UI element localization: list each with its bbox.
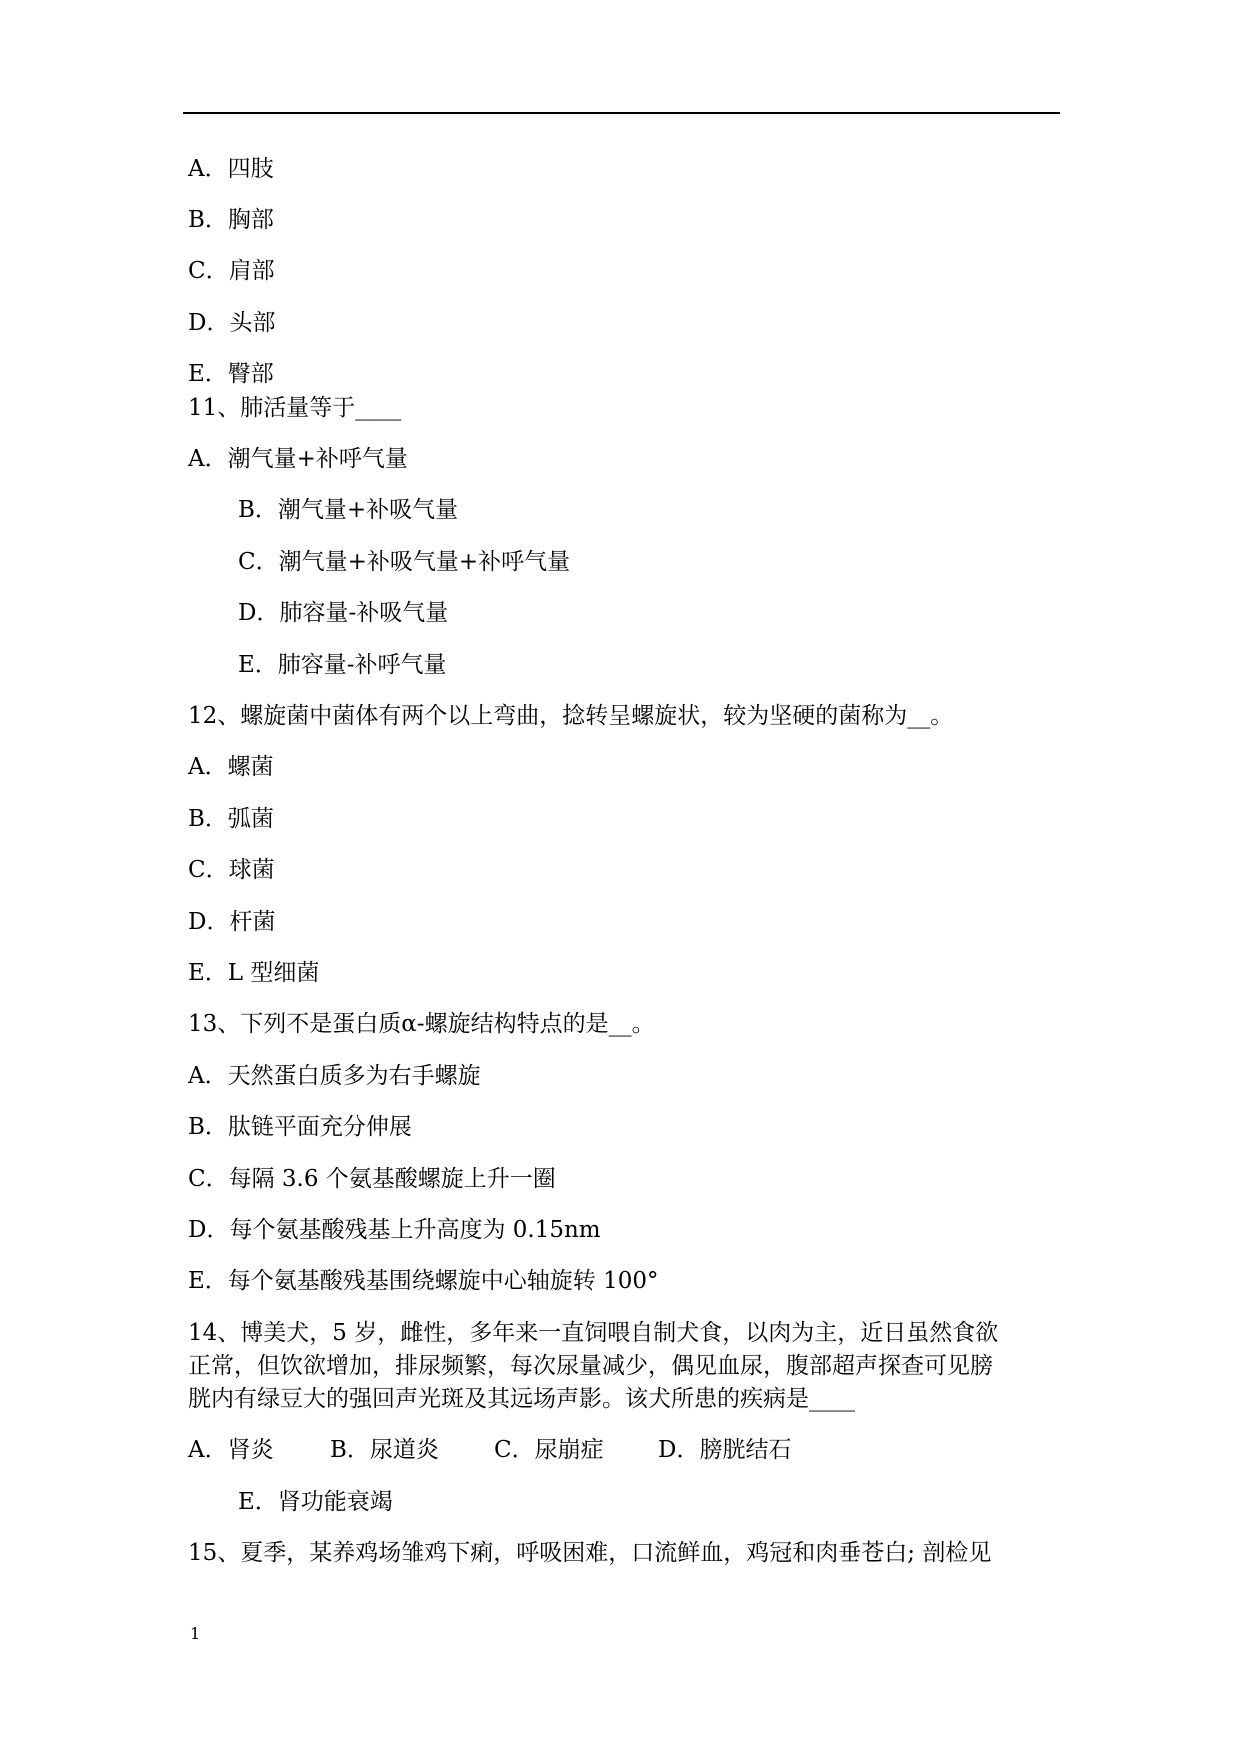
q12-option-d: D．杆菌 — [188, 909, 276, 935]
q14-option-d: D．膀胱结石 — [658, 1437, 792, 1463]
q13-option-a: A．天然蛋白质多为右手螺旋 — [188, 1063, 481, 1089]
q14-option-b: B．尿道炎 — [330, 1437, 439, 1463]
q14-stem-line-1: 14、博美犬，5 岁，雌性，多年来一直饲喂自制犬食，以肉为主，近日虽然食欲 — [188, 1320, 999, 1346]
q10-option-e: E．臀部 — [188, 361, 274, 387]
page-number: 1 — [190, 1624, 201, 1643]
q14-option-c: C．尿崩症 — [494, 1437, 604, 1463]
q12-option-a: A．螺菌 — [188, 754, 274, 780]
q13-option-c: C．每隔 3.6 个氨基酸螺旋上升一圈 — [188, 1166, 556, 1192]
q11-option-b: B．潮气量+补吸气量 — [238, 497, 459, 523]
q12-option-c: C．球菌 — [188, 857, 275, 883]
q14-stem-line-2: 正常，但饮欲增加，排尿频繁，每次尿量减少，偶见血尿，腹部超声探查可见膀 — [188, 1353, 993, 1379]
q10-option-b: B．胸部 — [188, 207, 274, 233]
q11-option-c: C．潮气量+补吸气量+补呼气量 — [238, 549, 571, 575]
q12-stem: 12、螺旋菌中菌体有两个以上弯曲，捻转呈螺旋状，较为坚硬的菌称为__。 — [188, 703, 954, 729]
q10-option-d: D．头部 — [188, 310, 276, 336]
q13-option-e: E．每个氨基酸残基围绕螺旋中心轴旋转 100° — [188, 1268, 659, 1294]
q14-stem-line-3: 胱内有绿豆大的强回声光斑及其远场声影。该犬所患的疾病是____ — [188, 1386, 855, 1412]
q14-option-a: A．肾炎 — [188, 1437, 274, 1463]
q10-option-c: C．肩部 — [188, 258, 275, 284]
q10-option-a: A．四肢 — [188, 156, 274, 182]
header-rule — [183, 112, 1060, 114]
q12-option-b: B．弧菌 — [188, 806, 274, 832]
q13-option-d: D．每个氨基酸残基上升高度为 0.15nm — [188, 1217, 601, 1243]
q11-option-a: A．潮气量+补呼气量 — [188, 446, 408, 472]
q13-stem: 13、下列不是蛋白质α-螺旋结构特点的是__。 — [188, 1011, 655, 1037]
q11-option-d: D．肺容量-补吸气量 — [238, 600, 449, 626]
q11-stem: 11、肺活量等于____ — [188, 395, 402, 421]
q11-option-e: E．肺容量-补呼气量 — [238, 652, 447, 678]
q12-option-e: E．L 型细菌 — [188, 960, 320, 986]
q14-option-e: E．肾功能衰竭 — [238, 1489, 393, 1515]
q15-stem: 15、夏季，某养鸡场雏鸡下痢，呼吸困难，口流鲜血，鸡冠和肉垂苍白; 剖检见 — [188, 1540, 992, 1566]
q13-option-b: B．肽链平面充分伸展 — [188, 1114, 412, 1140]
